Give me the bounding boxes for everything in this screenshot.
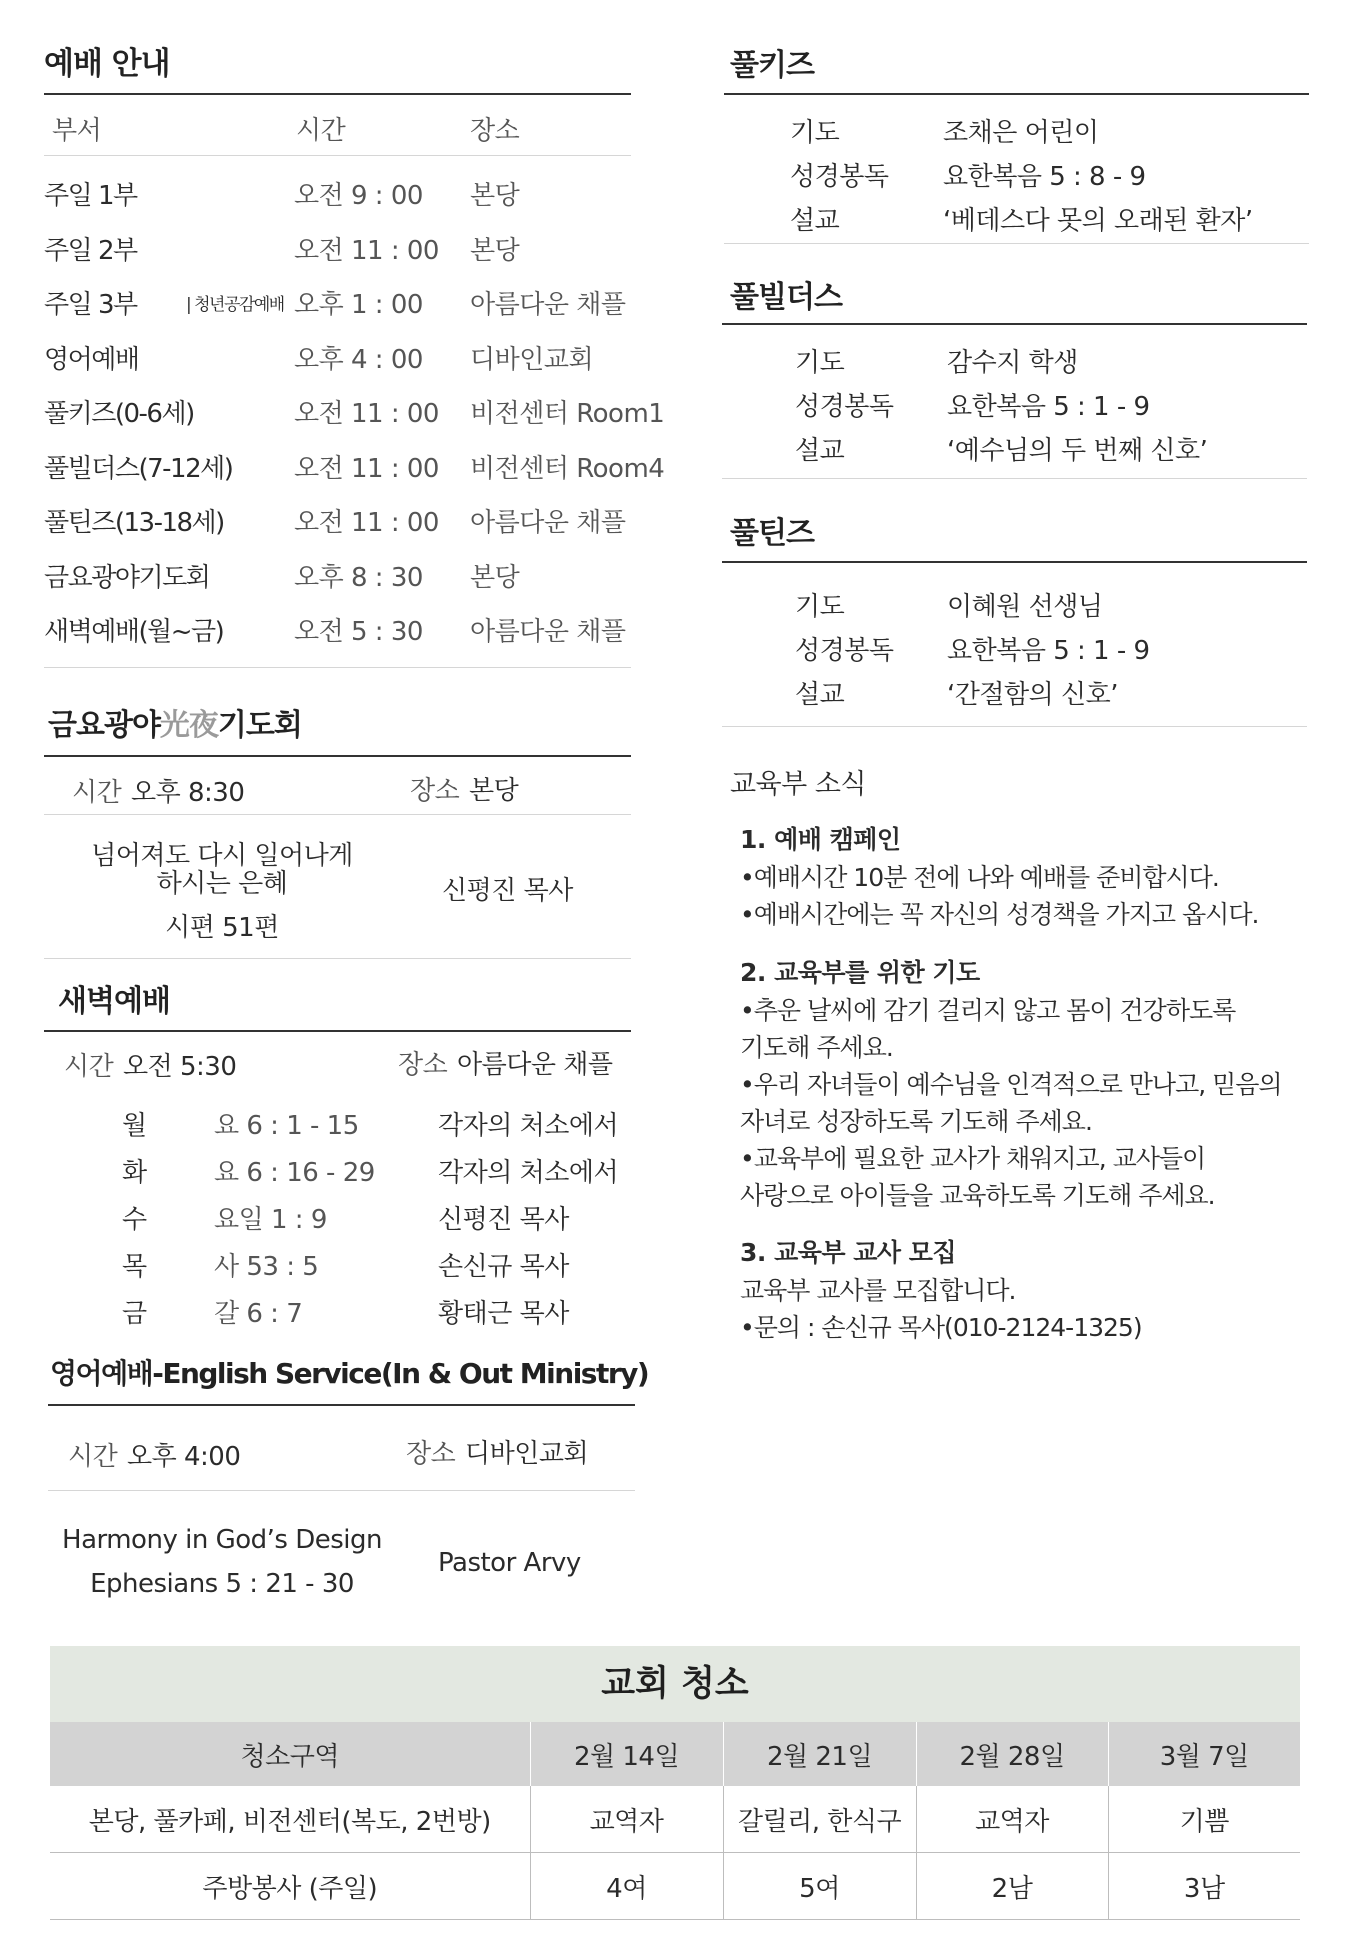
dawn-leader: 손신규 목사 [438, 1252, 569, 1282]
worship-dept: 주일 3부 | 청년공감예배 [44, 290, 284, 320]
worship-dept: 금요광야기도회 [44, 562, 210, 593]
edu-line: •우리 자녀들이 예수님을 인격적으로 만나고, 믿음의 [740, 1070, 1282, 1099]
english-time: 오후 4:00 [127, 1442, 241, 1472]
dawn-leader: 각자의 처소에서 [438, 1111, 619, 1141]
edu-line: 기도해 주세요. [740, 1033, 893, 1062]
worship-header-time: 시간 [296, 116, 346, 146]
edu-line: •추운 날씨에 감기 걸리지 않고 몸이 건강하도록 [740, 996, 1236, 1025]
table-cell: 2남 [916, 1853, 1108, 1920]
divider [722, 478, 1307, 479]
english-place: 디바인교회 [465, 1439, 589, 1469]
table-cell: 3남 [1108, 1853, 1300, 1920]
worship-place: 디바인교회 [470, 344, 594, 375]
friday-title-a: 금요광야 [48, 708, 160, 743]
cleaning-header-date: 2월 21일 [723, 1722, 916, 1786]
kids-value: 요한복음 5 : 8 - 9 [943, 162, 1146, 192]
friday-scripture: 시편 51편 [165, 913, 279, 943]
edu-line: 사랑으로 아이들을 교육하도록 기도해 주세요. [740, 1181, 1215, 1210]
dawn-day: 수 [122, 1205, 147, 1235]
dawn-time: 오전 5:30 [123, 1052, 237, 1082]
worship-dept: 풀틴즈(13-18세) [44, 508, 224, 538]
dawn-day: 월 [122, 1111, 147, 1141]
worship-title: 예배 안내 [44, 46, 170, 82]
edu-line: 자녀로 성장하도록 기도해 주세요. [740, 1107, 1092, 1136]
kids-value: 조채은 어린이 [943, 118, 1099, 148]
worship-dept: 풀키즈(0-6세) [44, 399, 194, 429]
builders-value: 감수지 학생 [947, 348, 1078, 378]
worship-time: 오후 4 : 00 [294, 344, 423, 375]
english-time-label: 시간 [68, 1442, 118, 1472]
friday-time-label: 시간 [72, 778, 122, 808]
worship-place: 비전센터 Room1 [470, 399, 665, 429]
divider [44, 755, 631, 757]
divider [722, 561, 1307, 563]
edu-heading: 2. 교육부를 위한 기도 [740, 958, 980, 987]
worship-time: 오전 11 : 00 [294, 235, 439, 266]
kids-label: 성경봉독 [790, 162, 889, 192]
edu-line: 교육부 교사를 모집합니다. [740, 1276, 1016, 1305]
edu-line: •교육부에 필요한 교사가 채워지고, 교사들이 [740, 1144, 1206, 1173]
friday-title [48, 700, 302, 744]
table-row [50, 1786, 1300, 1853]
worship-time: 오전 5 : 30 [294, 617, 423, 647]
divider [44, 814, 631, 815]
english-title: 영어예배-English Service(In & Out Ministry) [50, 1357, 649, 1390]
worship-dept: 영어예배 [44, 344, 139, 375]
english-place-label: 장소 [406, 1439, 456, 1469]
worship-header-dept: 부서 [52, 116, 102, 146]
divider [722, 726, 1307, 727]
worship-dept: 풀빌더스(7-12세) [44, 453, 233, 484]
table-cell: 기쁨 [1108, 1786, 1300, 1853]
worship-place: 본당 [470, 235, 520, 266]
edu-title: 교육부 소식 [730, 769, 866, 800]
table-row [50, 1853, 1300, 1920]
teens-label: 설교 [795, 680, 845, 710]
worship-dept: 주일 1부 [44, 181, 137, 211]
friday-sermon-line2: 하시는 은혜 [156, 869, 288, 899]
divider [48, 1404, 635, 1406]
kids-value: ‘베데스다 못의 오래된 환자’ [943, 206, 1253, 236]
worship-place: 아름다운 채플 [470, 290, 626, 320]
kids-title: 풀키즈 [730, 48, 814, 83]
worship-time: 오후 1 : 00 [294, 290, 423, 320]
worship-time: 오전 11 : 00 [294, 508, 439, 538]
edu-line: •문의 : 손신규 목사(010-2124-1325) [740, 1313, 1142, 1342]
dawn-leader: 신평진 목사 [438, 1205, 569, 1235]
divider [44, 958, 631, 959]
cleaning-header-area: 청소구역 [50, 1722, 530, 1786]
cleaning-header-date: 2월 28일 [916, 1722, 1108, 1786]
friday-place-label: 장소 [410, 776, 460, 806]
dawn-place: 아름다운 채플 [457, 1050, 613, 1080]
cleaning-header-date: 2월 14일 [530, 1722, 723, 1786]
worship-place: 아름다운 채플 [470, 617, 626, 647]
dawn-scripture: 요 6 : 16 - 29 [214, 1158, 375, 1188]
worship-place: 비전센터 Room4 [470, 453, 665, 484]
worship-dept-sub: | 청년공감예배 [186, 295, 284, 315]
friday-sermon-line1: 넘어져도 다시 일어나게 [91, 841, 353, 871]
edu-heading: 3. 교육부 교사 모집 [740, 1238, 957, 1267]
divider [722, 323, 1307, 325]
dawn-leader: 황태근 목사 [438, 1299, 569, 1329]
dawn-scripture: 사 53 : 5 [214, 1252, 319, 1282]
cleaning-header-date: 3월 7일 [1108, 1722, 1300, 1786]
worship-time: 오후 8 : 30 [294, 562, 423, 593]
cleaning-header-row [50, 1722, 1300, 1786]
kids-label: 기도 [790, 118, 840, 148]
english-preacher: Pastor Arvy [438, 1548, 581, 1578]
worship-dept: 주일 2부 [44, 235, 137, 266]
table-cell: 주방봉사 (주일) [50, 1853, 530, 1920]
worship-time: 오전 9 : 00 [294, 181, 423, 211]
kids-label: 설교 [790, 206, 840, 236]
friday-preacher: 신평진 목사 [442, 876, 573, 906]
friday-title-hanja: 光夜 [159, 708, 218, 743]
teens-value: 이혜원 선생님 [947, 592, 1103, 622]
builders-label: 설교 [795, 436, 845, 466]
builders-label: 기도 [795, 348, 845, 378]
dawn-place-label: 장소 [398, 1050, 448, 1080]
divider [44, 1030, 631, 1032]
friday-title-b: 기도회 [217, 708, 302, 743]
dawn-leader: 각자의 처소에서 [438, 1158, 619, 1188]
teens-label: 성경봉독 [795, 636, 894, 666]
teens-value: 요한복음 5 : 1 - 9 [947, 636, 1150, 666]
divider [724, 93, 1309, 95]
worship-place: 아름다운 채플 [470, 508, 626, 538]
teens-label: 기도 [795, 592, 845, 622]
edu-line: •예배시간 10분 전에 나와 예배를 준비합시다. [740, 863, 1219, 892]
table-cell: 본당, 풀카페, 비전센터(복도, 2번방) [50, 1786, 530, 1853]
worship-dept: 새벽예배(월~금) [44, 617, 224, 647]
dawn-scripture: 요일 1 : 9 [214, 1205, 327, 1235]
worship-time: 오전 11 : 00 [294, 453, 439, 484]
friday-place: 본당 [469, 776, 519, 806]
dawn-time-label: 시간 [64, 1052, 114, 1082]
dawn-scripture: 갈 6 : 7 [214, 1299, 303, 1329]
cleaning-grid [50, 1722, 1300, 1920]
worship-time: 오전 11 : 00 [294, 399, 439, 429]
edu-heading: 1. 예배 캠페인 [740, 825, 901, 854]
builders-label: 성경봉독 [795, 392, 894, 422]
teens-title: 풀틴즈 [730, 516, 814, 551]
table-cell: 4여 [530, 1853, 723, 1920]
dawn-scripture: 요 6 : 1 - 15 [214, 1111, 359, 1141]
divider [48, 1490, 635, 1491]
english-sermon: Harmony in God’s Design [62, 1525, 382, 1555]
builders-value: ‘예수님의 두 번째 신호’ [947, 436, 1208, 466]
table-cell: 갈릴리, 한식구 [723, 1786, 916, 1853]
worship-place: 본당 [470, 181, 520, 211]
divider [724, 243, 1309, 244]
cleaning-table [50, 1646, 1300, 1920]
divider [44, 93, 631, 95]
table-cell: 교역자 [916, 1786, 1108, 1853]
friday-time: 오후 8:30 [131, 778, 245, 808]
dawn-day: 화 [122, 1158, 147, 1188]
english-scripture: Ephesians 5 : 21 - 30 [90, 1569, 354, 1599]
table-cell: 교역자 [530, 1786, 723, 1853]
edu-line: •예배시간에는 꼭 자신의 성경책을 가지고 옵시다. [740, 900, 1259, 929]
divider [44, 667, 631, 668]
worship-place: 본당 [470, 562, 520, 593]
table-cell: 5여 [723, 1853, 916, 1920]
divider [44, 155, 631, 156]
dawn-day: 금 [122, 1299, 147, 1329]
builders-value: 요한복음 5 : 1 - 9 [947, 392, 1150, 422]
builders-title: 풀빌더스 [730, 280, 842, 315]
worship-header-place: 장소 [470, 116, 520, 146]
cleaning-title: 교회 청소 [50, 1646, 1300, 1722]
dawn-title: 새벽예배 [58, 984, 170, 1019]
dawn-day: 목 [122, 1252, 147, 1282]
teens-value: ‘간절함의 신호’ [947, 680, 1118, 710]
